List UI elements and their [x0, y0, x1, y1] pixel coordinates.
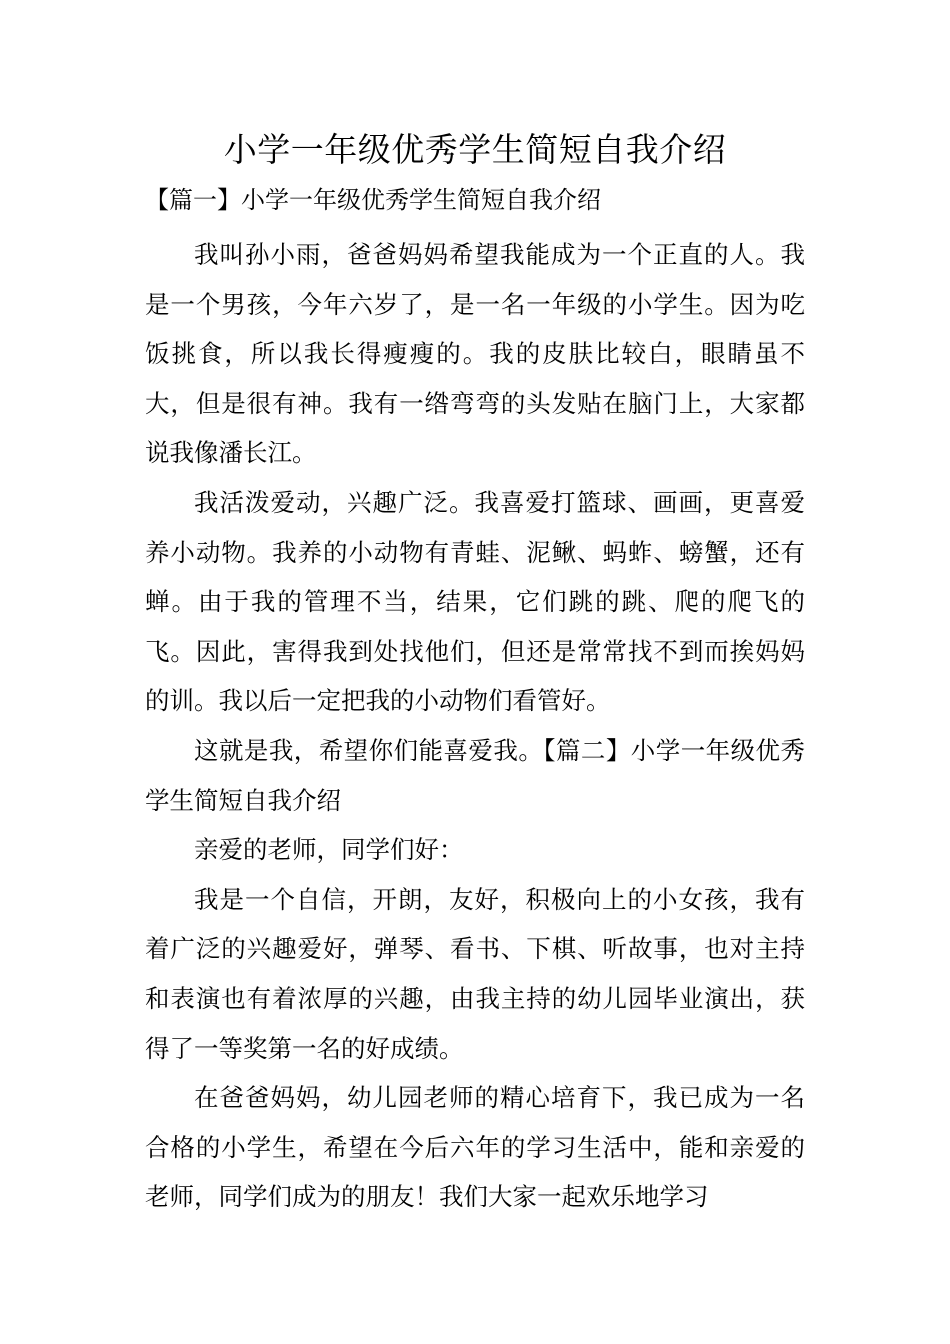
paragraph: 我活泼爱动，兴趣广泛。我喜爱打篮球、画画，更喜爱养小动物。我养的小动物有青蛙、泥鳅、蚂蚱、螃蟹，还有蝉。由于我的管理不当，结果，它们跳的跳、爬的爬飞的飞。因此，害得我到处找他们，但还是常常找不到而挨妈妈的训。我以后一定把我的小动物们看管好。: [145, 487, 805, 716]
paragraph: 我是一个自信，开朗，友好，积极向上的小女孩，我有着广泛的兴趣爱好，弹琴、看书、下棋、听故事，也对主持和表演也有着浓厚的兴趣，由我主持的幼儿园毕业演出，获得了一等奖第一名的好成绩。: [145, 884, 805, 1063]
paragraph: 这就是我，希望你们能喜爱我。【篇二】小学一年级优秀学生简短自我介绍: [145, 735, 805, 815]
section-heading: 【篇一】小学一年级优秀学生简短自我介绍: [145, 186, 601, 214]
paragraph: 亲爱的老师，同学们好：: [194, 835, 464, 865]
document-title: 小学一年级优秀学生简短自我介绍: [223, 130, 727, 169]
paragraph: 在爸爸妈妈，幼儿园老师的精心培育下，我已成为一名合格的小学生，希望在今后六年的学习生活中，能和亲爱的老师，同学们成为的朋友！我们大家一起欢乐地学习: [145, 1083, 805, 1212]
document-body: [145, 230, 805, 1222]
paragraph: 我叫孙小雨，爸爸妈妈希望我能成为一个正直的人。我是一个男孩，今年六岁了，是一名一年级的小学生。因为吃饭挑食，所以我长得瘦瘦的。我的皮肤比较白，眼睛虽不大，但是很有神。我有一绺弯弯的头发贴在脑门上，大家都说我像潘长江。: [145, 240, 805, 468]
